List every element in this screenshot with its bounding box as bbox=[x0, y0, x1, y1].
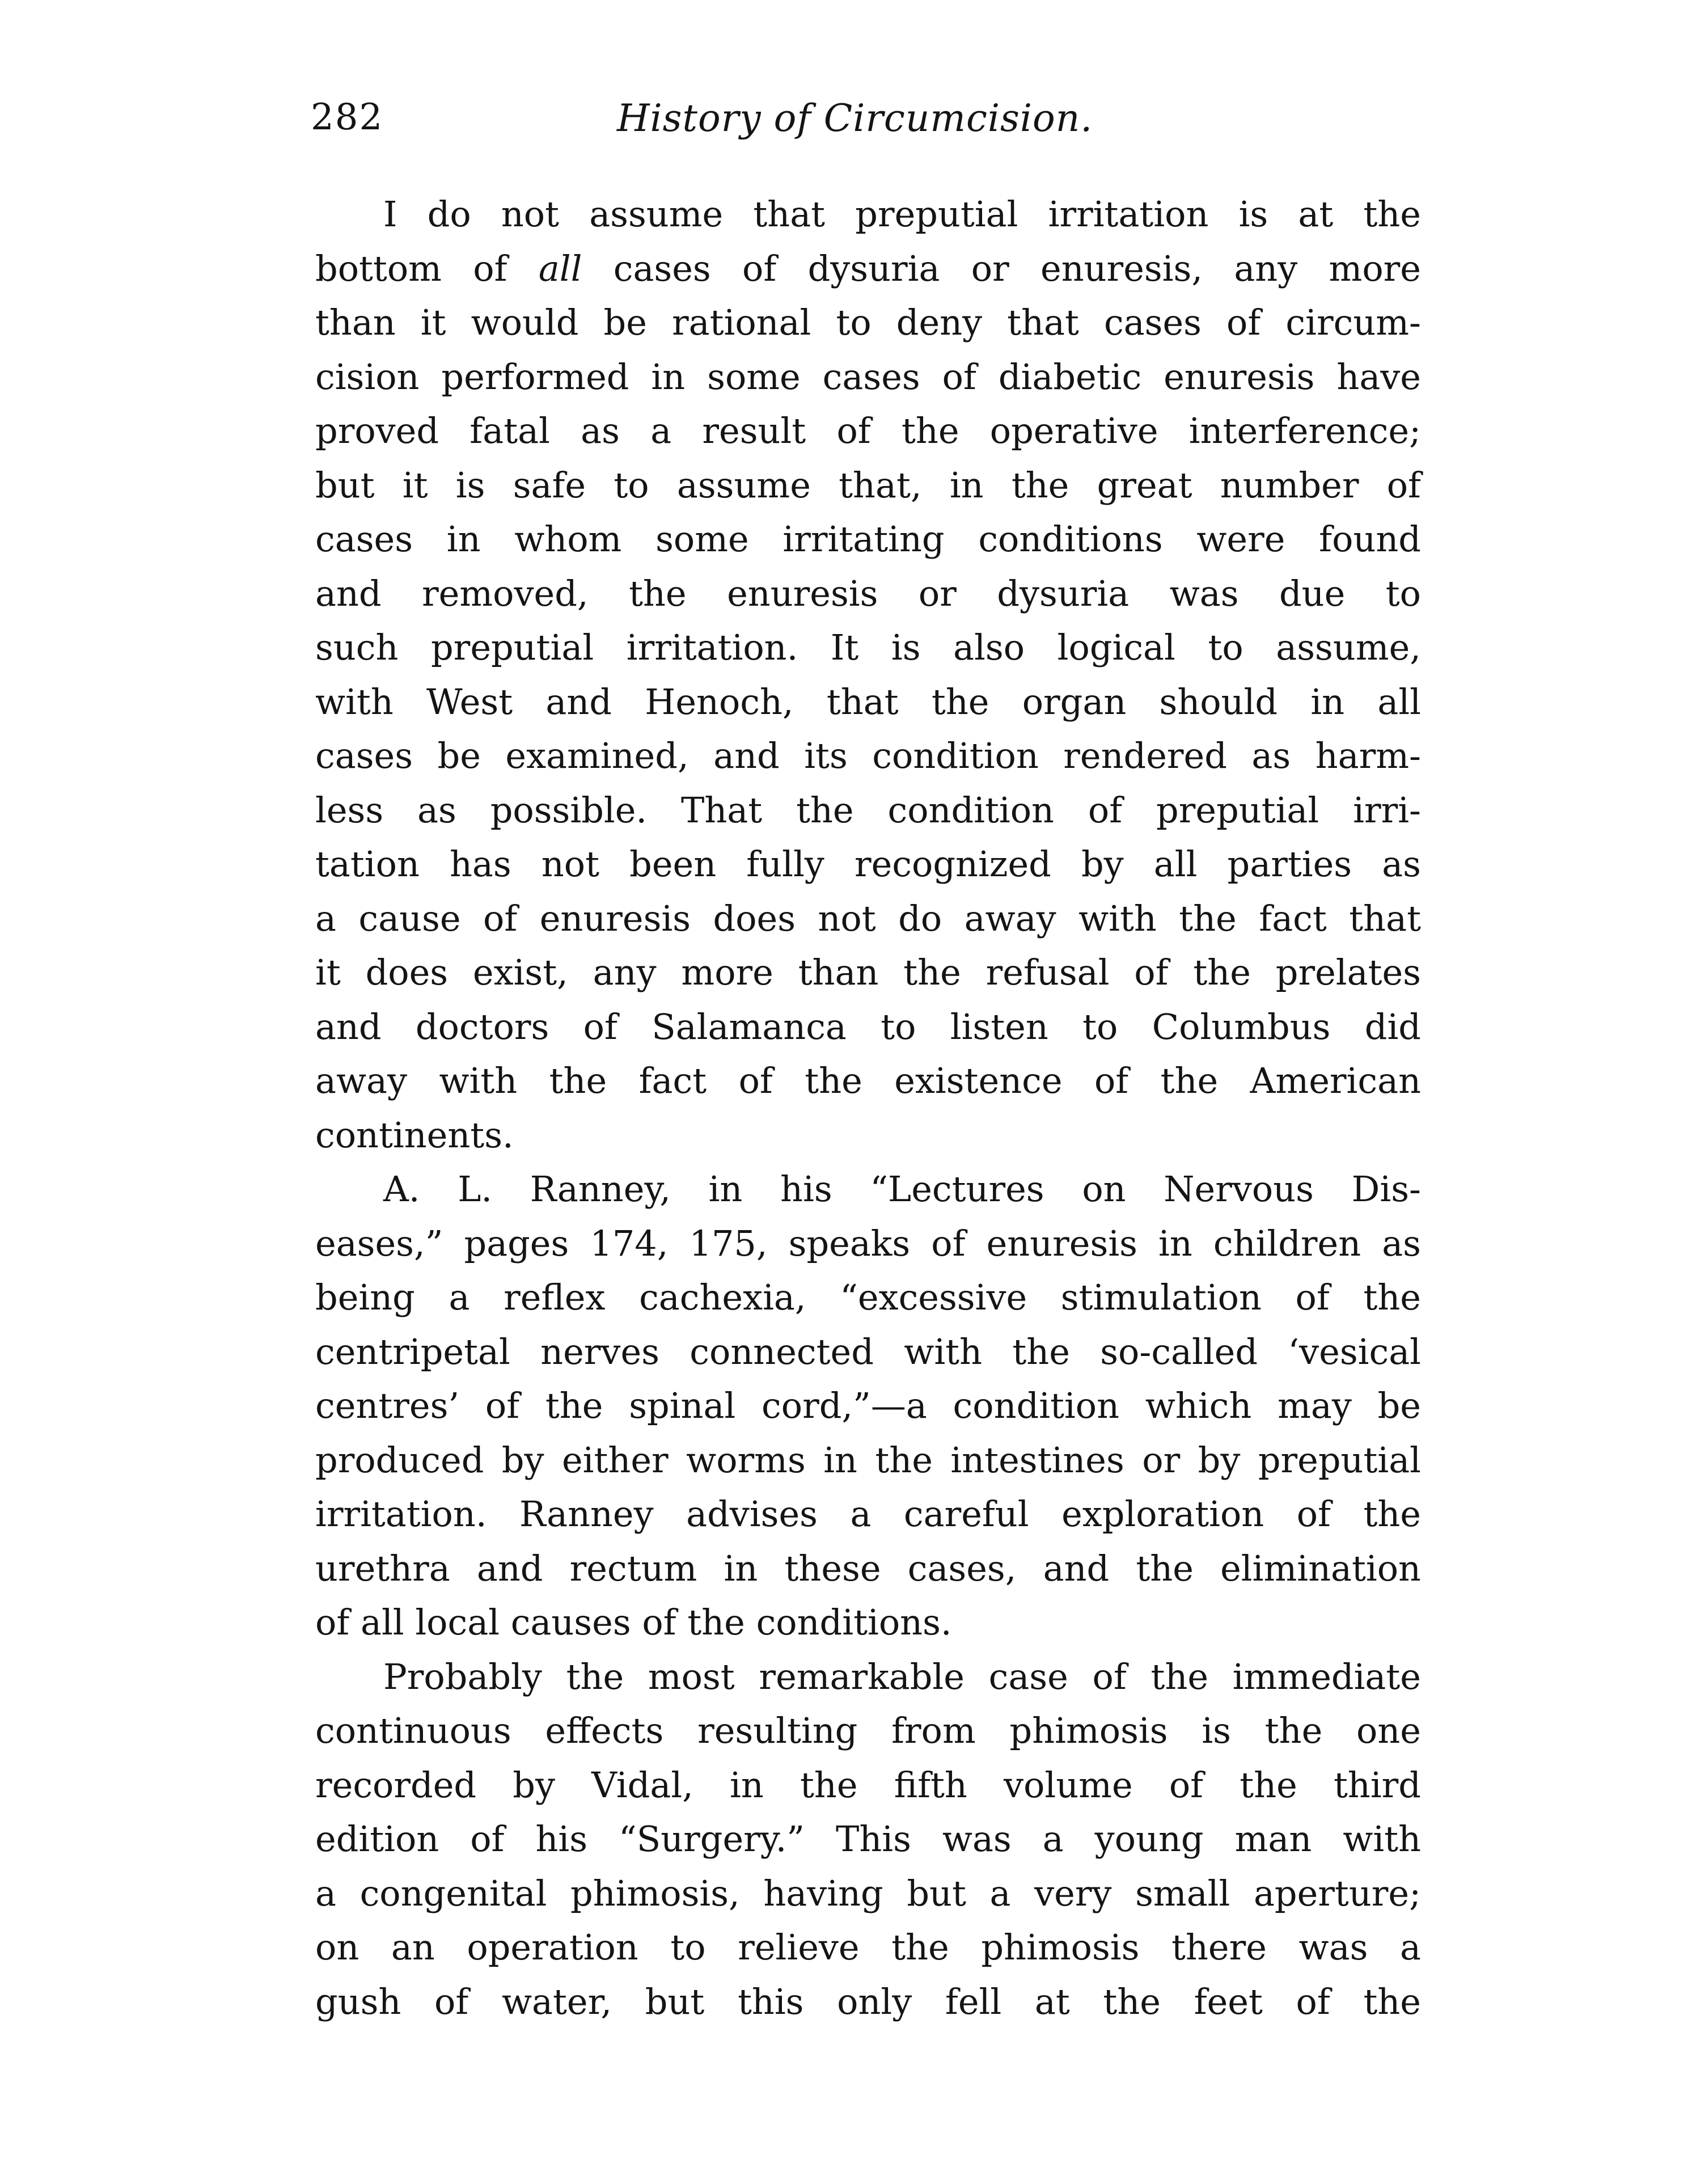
page-header bbox=[311, 96, 1422, 159]
text-line: produced by either worms in the intestines or by preputial bbox=[315, 1439, 1421, 1481]
text-line: a cause of enuresis does not do away with the fact that bbox=[315, 897, 1421, 939]
text-line: and doctors of Salamanca to listen to Columbus did bbox=[315, 1006, 1421, 1047]
paragraph-1 bbox=[315, 187, 1421, 1162]
text-line: but it is safe to assume that, in the great number of bbox=[315, 464, 1421, 506]
text-line: proved fatal as a result of the operative interference; bbox=[315, 410, 1421, 451]
paragraph-2 bbox=[315, 1162, 1421, 1650]
body-text bbox=[315, 187, 1421, 2029]
text-line: being a reflex cachexia, “excessive stimulation of the bbox=[315, 1277, 1421, 1318]
text-line: cision performed in some cases of diabetic enuresis have bbox=[315, 356, 1421, 398]
text-line: eases,” pages 174, 175, speaks of enuresis in children as bbox=[315, 1222, 1421, 1264]
text-line: than it would be rational to deny that cases of circum- bbox=[315, 302, 1421, 343]
text-line: cases be examined, and its condition rendered as harm- bbox=[315, 735, 1421, 776]
text-line: on an operation to relieve the phimosis there was a bbox=[315, 1927, 1421, 1968]
text-segment: cases of dysuria or enuresis, any more bbox=[582, 247, 1421, 289]
text-line: continuous effects resulting from phimosis is the one bbox=[315, 1710, 1421, 1751]
text-line: urethra and rectum in these cases, and the elimination bbox=[315, 1547, 1421, 1589]
text-line: and removed, the enuresis or dysuria was due to bbox=[315, 572, 1421, 614]
text-line: such preputial irritation. It is also logical to assume, bbox=[315, 627, 1421, 668]
text-line: it does exist, any more than the refusal of the prelates bbox=[315, 952, 1421, 993]
text-line: centres’ of the spinal cord,”—a condition which may be bbox=[315, 1385, 1421, 1426]
text-line: continents. bbox=[315, 1114, 514, 1156]
text-line: less as possible. That the condition of preputial irri- bbox=[315, 789, 1421, 831]
text-line: cases in whom some irritating conditions were found bbox=[315, 518, 1421, 560]
text-line: A. L. Ranney, in his “Lectures on Nervous Dis- bbox=[383, 1168, 1421, 1210]
text-line: irritation. Ranney advises a careful exploration of the bbox=[315, 1493, 1421, 1535]
text-line: recorded by Vidal, in the fifth volume of the third bbox=[315, 1764, 1421, 1806]
text-line: away with the fact of the existence of the American bbox=[315, 1060, 1421, 1101]
page-number: 282 bbox=[311, 96, 384, 138]
text-line: with West and Henoch, that the organ should in all bbox=[315, 681, 1421, 723]
italic-emphasis: all bbox=[538, 247, 582, 289]
text-line: edition of his “Surgery.” This was a young man with bbox=[315, 1818, 1421, 1860]
text-line: of all local causes of the conditions. bbox=[315, 1602, 952, 1643]
text-line: gush of water, but this only fell at the feet of the bbox=[315, 1980, 1421, 2022]
text-line: a congenital phimosis, having but a very small aperture; bbox=[315, 1872, 1421, 1914]
text-line bbox=[315, 242, 1421, 296]
text-line: Probably the most remarkable case of the immediate bbox=[383, 1655, 1421, 1697]
text-line: tation has not been fully recognized by all parties as bbox=[315, 843, 1421, 885]
text-line: I do not assume that preputial irritation is at the bbox=[383, 193, 1421, 235]
text-segment: bottom of bbox=[315, 247, 539, 289]
paragraph-3 bbox=[315, 1650, 1421, 2029]
text-line: centripetal nerves connected with the so-called ‘vesical bbox=[315, 1330, 1421, 1372]
running-title: History of Circumcision. bbox=[617, 96, 1093, 140]
